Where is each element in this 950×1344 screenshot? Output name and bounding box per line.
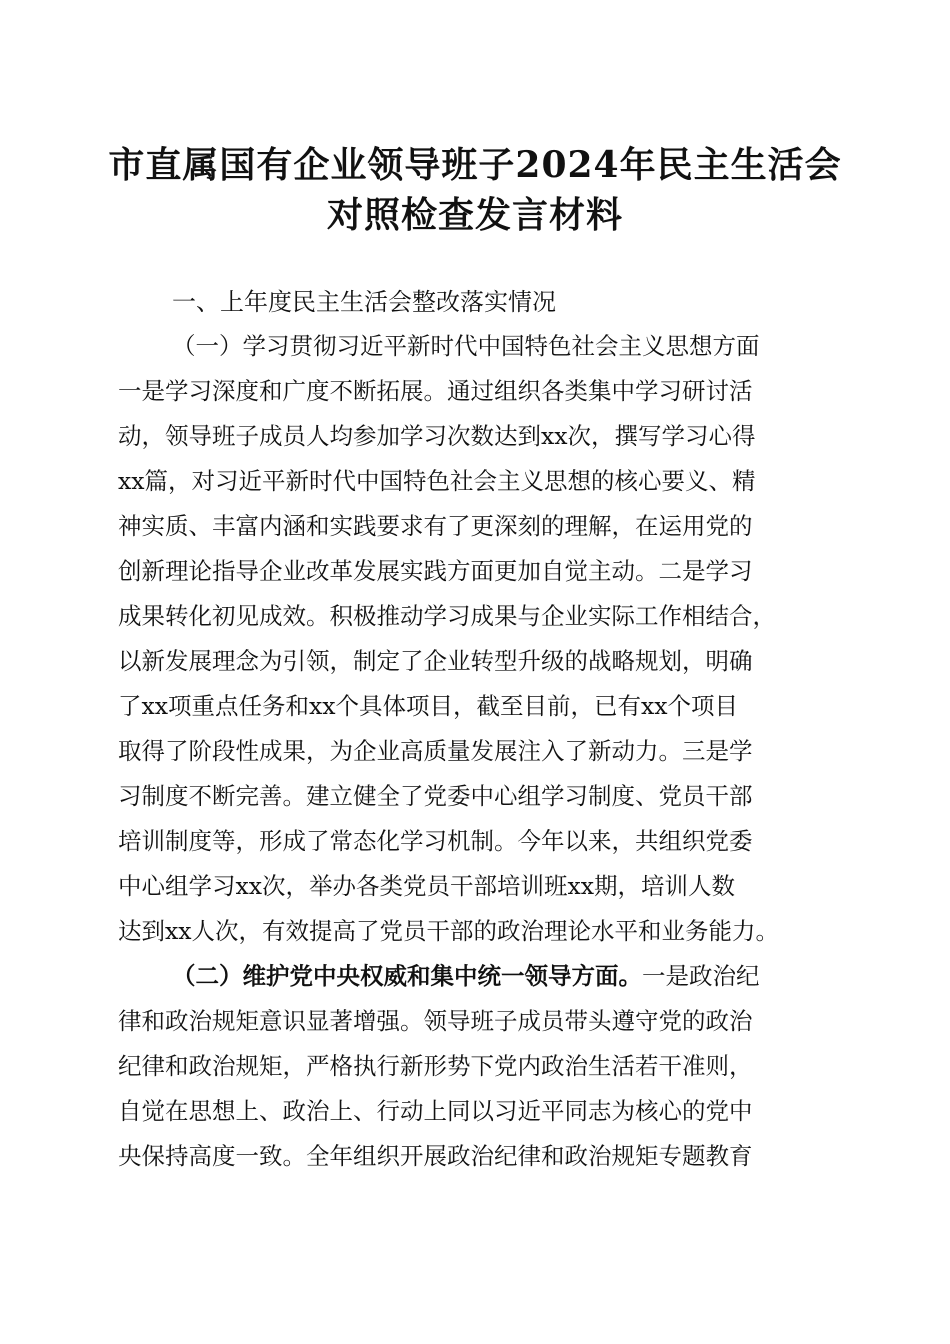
paragraph-line: 了xx项重点任务和xx个具体项目，截至目前，已有xx个项目	[118, 692, 739, 720]
paragraph-line: 成果转化初见成效。积极推动学习成果与企业实际工作相结合，	[118, 602, 776, 630]
section-heading: 一、上年度民主生活会整改落实情况	[172, 288, 556, 316]
paragraph-line: 自觉在思想上、政治上、行动上同以习近平同志为核心的党中	[118, 1097, 753, 1125]
paragraph-line: 一是学习深度和广度不断拓展。通过组织各类集中学习研讨活	[118, 377, 753, 405]
paragraph-line: 以新发展理念为引领，制定了企业转型升级的战略规划，明确	[118, 647, 753, 675]
paragraph-line: 达到xx人次，有效提高了党员干部的政治理论水平和业务能力。	[118, 917, 780, 945]
subheading-1: （一）学习贯彻习近平新时代中国特色社会主义思想方面	[172, 332, 760, 360]
paragraph-line: 央保持高度一致。全年组织开展政治纪律和政治规矩专题教育	[118, 1142, 753, 1170]
document-title-line-1: 市直属国有企业领导班子2024年民主生活会	[108, 144, 842, 186]
paragraph-line: 创新理论指导企业改革发展实践方面更加自觉主动。二是学习	[118, 557, 753, 585]
subheading-2: （二）维护党中央权威和集中统一领导方面。	[172, 962, 642, 990]
paragraph-line: 动，领导班子成员人均参加学习次数达到xx次，撰写学习心得	[118, 422, 756, 450]
paragraph-text: 一是政治纪	[642, 962, 760, 990]
paragraph-line: 习制度不断完善。建立健全了党委中心组学习制度、党员干部	[118, 782, 753, 810]
paragraph-line: 中心组学习xx次，举办各类党员干部培训班xx期，培训人数	[118, 872, 736, 900]
subheading-2-line	[172, 957, 760, 991]
paragraph-line: 律和政治规矩意识显著增强。领导班子成员带头遵守党的政治	[118, 1007, 753, 1035]
paragraph-line: xx篇，对习近平新时代中国特色社会主义思想的核心要义、精	[118, 467, 756, 495]
paragraph-line: 取得了阶段性成果，为企业高质量发展注入了新动力。三是学	[118, 737, 753, 765]
paragraph-line: 神实质、丰富内涵和实践要求有了更深刻的理解，在运用党的	[118, 512, 753, 540]
paragraph-line: 纪律和政治规矩，严格执行新形势下党内政治生活若干准则，	[118, 1052, 753, 1080]
paragraph-line: 培训制度等，形成了常态化学习机制。今年以来，共组织党委	[118, 827, 753, 855]
document-title-line-2: 对照检查发言材料	[326, 194, 623, 236]
